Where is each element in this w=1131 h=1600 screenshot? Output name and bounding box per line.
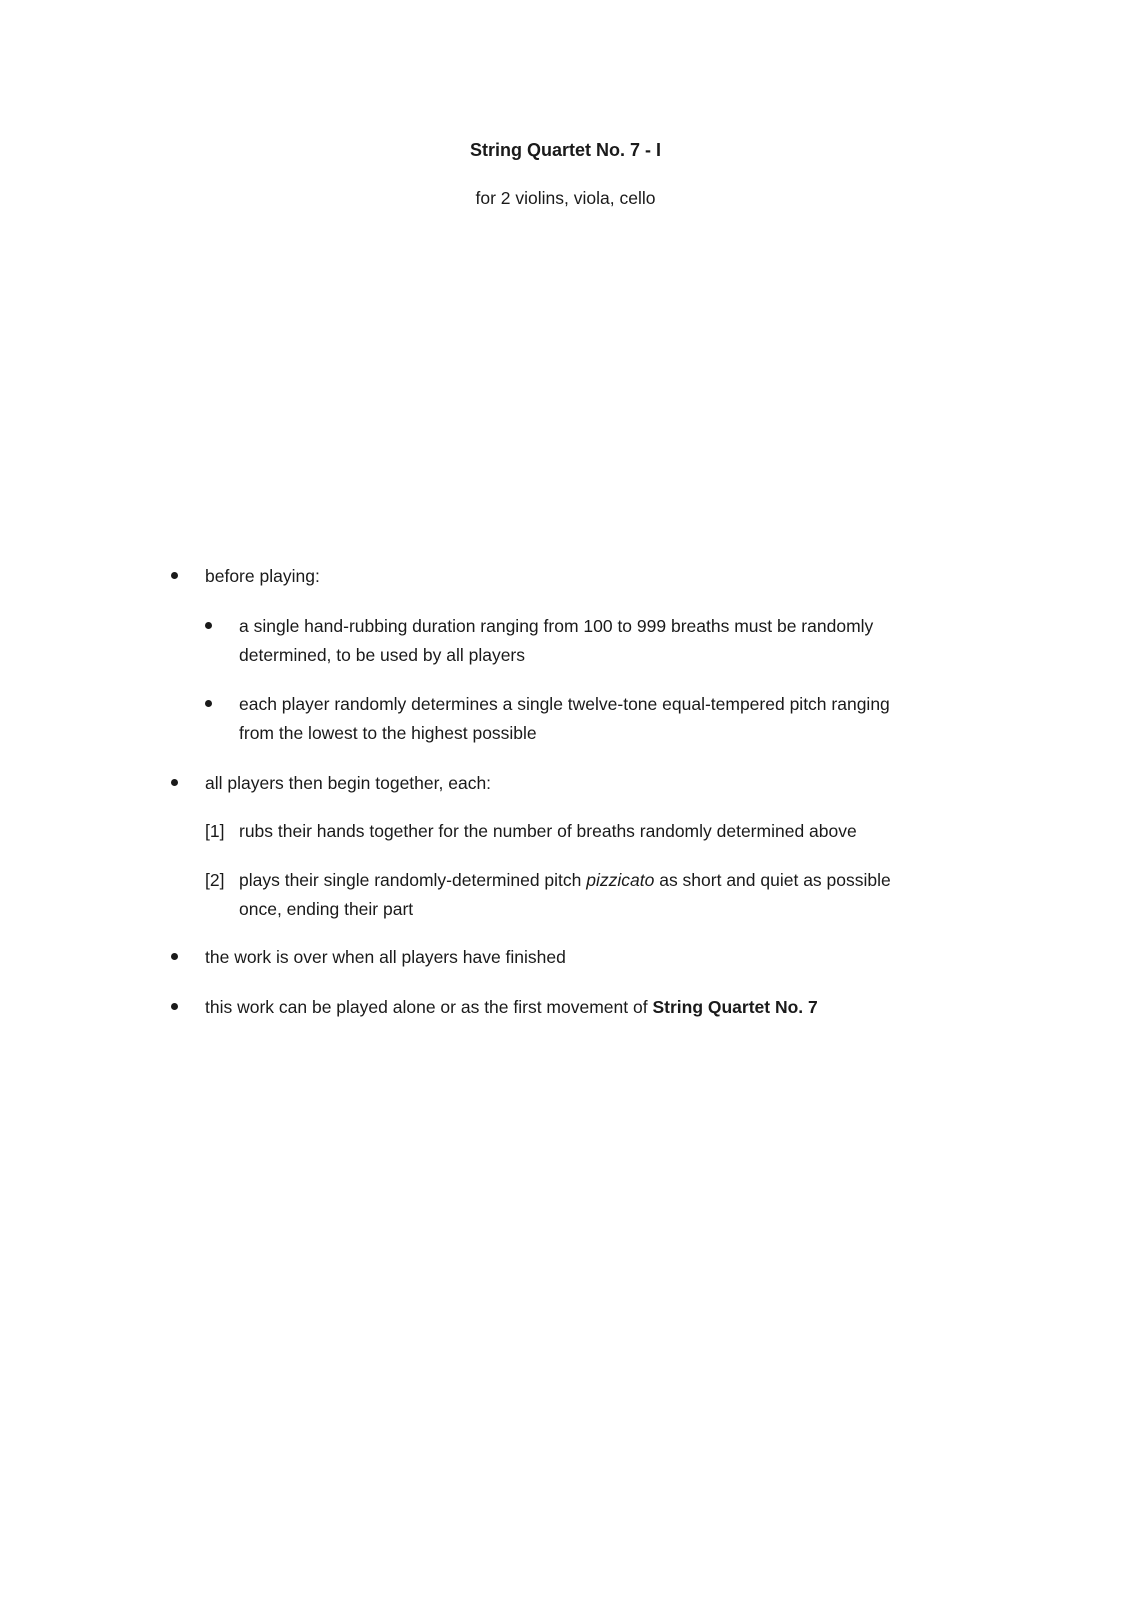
bullet-icon <box>205 622 212 629</box>
step-1-text: rubs their hands together for the number of breaths randomly determined above <box>239 821 857 841</box>
page-title: String Quartet No. 7 - I <box>469 140 661 160</box>
bullet-icon <box>171 953 178 960</box>
instruction-work-over: the work is over when all players have finished <box>205 947 566 967</box>
step-2-line1 <box>239 866 891 895</box>
instruction-duration-line2: determined, to be used by all players <box>239 645 525 665</box>
step-label-2: [2] <box>205 870 225 890</box>
step-label-1: [1] <box>205 821 225 841</box>
instruction-duration-line1: a single hand-rubbing duration ranging from 100 to 999 breaths must be randomly <box>239 616 874 636</box>
bullet-icon <box>171 572 178 579</box>
instruction-begin: all players then begin together, each: <box>205 773 492 793</box>
instruction-pitch-line2: from the lowest to the highest possible <box>239 723 537 743</box>
step-2-text-before: plays their single randomly-determined pitch <box>239 870 587 890</box>
played-alone-work-title: String Quartet No. 7 <box>652 997 818 1017</box>
bullet-icon <box>171 779 178 786</box>
bullet-icon <box>171 1003 178 1010</box>
instruction-played-alone <box>205 993 818 1022</box>
played-alone-text: this work can be played alone or as the first movement of <box>205 997 653 1017</box>
step-2-italic-term: pizzicato <box>586 870 655 890</box>
step-2-line2: once, ending their part <box>239 899 414 919</box>
bullet-icon <box>205 700 212 707</box>
page-subtitle: for 2 violins, viola, cello <box>475 188 656 208</box>
instruction-pitch-line1: each player randomly determines a single twelve-tone equal-tempered pitch ranging <box>239 694 890 714</box>
step-2-text-after: as short and quiet as possible <box>654 870 891 890</box>
instruction-before-playing: before playing: <box>205 566 320 586</box>
